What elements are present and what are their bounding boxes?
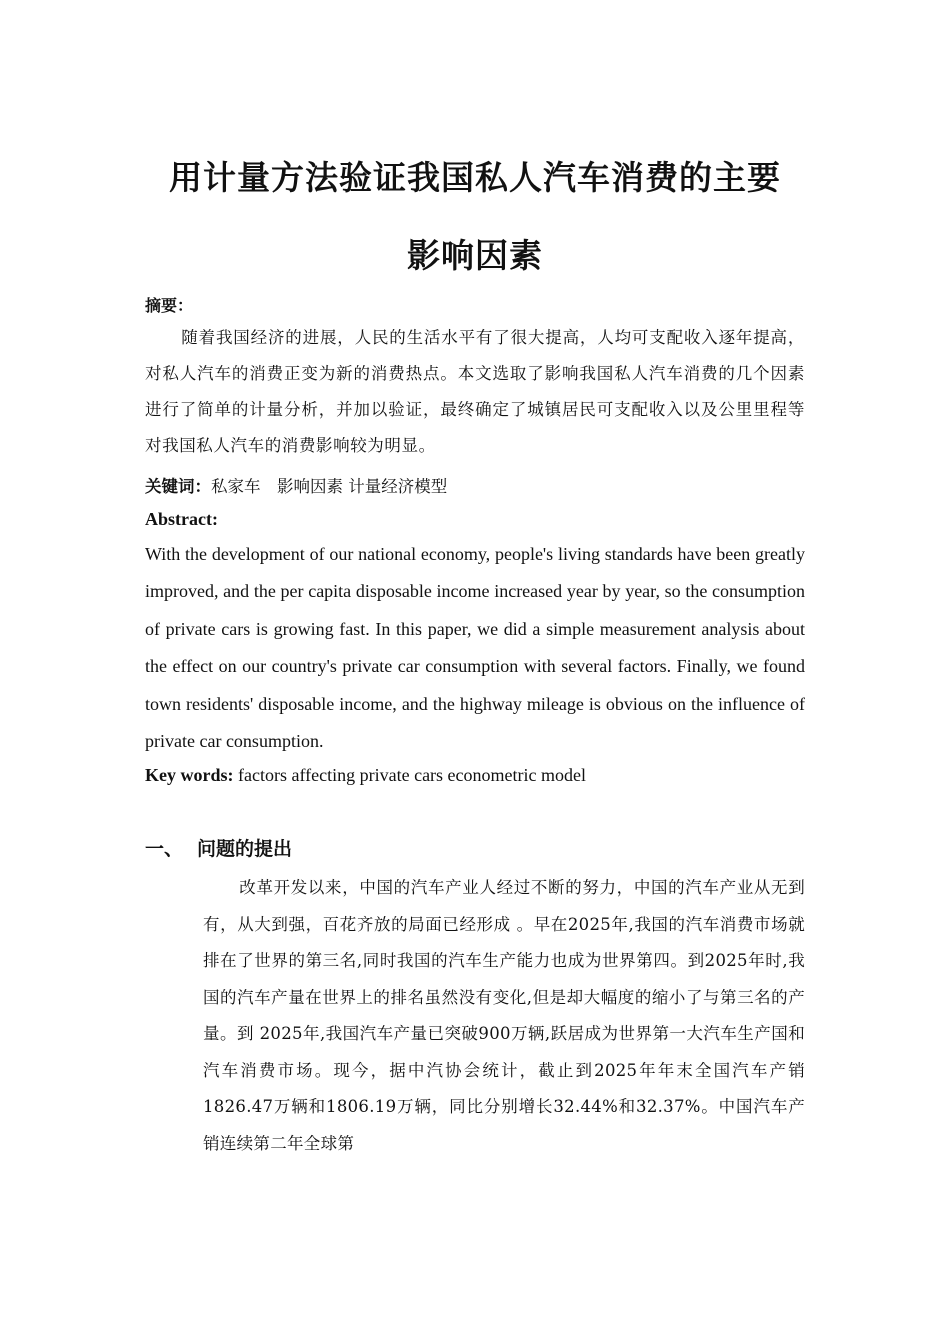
keywords-en	[145, 765, 586, 786]
abstract-en-label: Abstract:	[145, 509, 218, 529]
keywords-en-label: Key words:	[145, 765, 234, 785]
section-heading	[145, 834, 292, 861]
keywords-zh-label: 关键词：	[145, 477, 211, 496]
keywords-en-text: factors affecting private cars econometric model	[238, 765, 587, 785]
keywords-zh	[145, 473, 447, 497]
section-number: 一、	[145, 838, 184, 860]
abstract-zh-label: 摘要：	[145, 296, 194, 315]
keywords-zh-text: 私家车 影响因素 计量经济模型	[211, 477, 448, 496]
paper-title-line-2: 影响因素	[407, 236, 543, 275]
paper-title-line-1: 用计量方法验证我国私人汽车消费的主要	[169, 158, 781, 197]
section-body-text: 改革开发以来，中国的汽车产业人经过不断的努力，中国的汽车产业从无到有，从大到强，百花齐放的局面已经形成 。早在2025年,我国的汽车消费市场就排在了世界的第三名,同时我国的汽车生产能力也成为世界第四。到2025年时,我国的汽车产量在世界上的排名虽然没有变化,但是却大幅度的缩小了与第三名的产量。到 2025年,我国汽车产量已突破900万辆,跃居成为世界第一大汽车生产国和汽车消费市场。现今，据中汽协会统计，截止到2025年年末全国汽车产销 1826.47万辆和1806.19万辆，同比分别增长32.44%和32.37%。中国汽车产销连续第二年全球第	[203, 878, 805, 1153]
abstract-en-text: With the development of our national economy, people's living standards have been greatly improved, and the per capita disposable income increased year by year, so the consumption of private cars is growing fast. In this paper, we did a simple measurement analysis about the effect on our country's private car consumption with several factors. Finally, we found town residents' disposable income, and the highway mileage is obvious on the influence of private car consumption.	[145, 544, 805, 752]
section-title: 问题的提出	[197, 838, 293, 860]
abstract-zh-text: 随着我国经济的进展，人民的生活水平有了很大提高，人均可支配收入逐年提高，对私人汽车的消费正变为新的消费热点。本文选取了影响我国私人汽车消费的几个因素进行了简单的计量分析，并加以验证，最终确定了城镇居民可支配收入以及公里里程等对我国私人汽车的消费影响较为明显。	[145, 328, 805, 455]
